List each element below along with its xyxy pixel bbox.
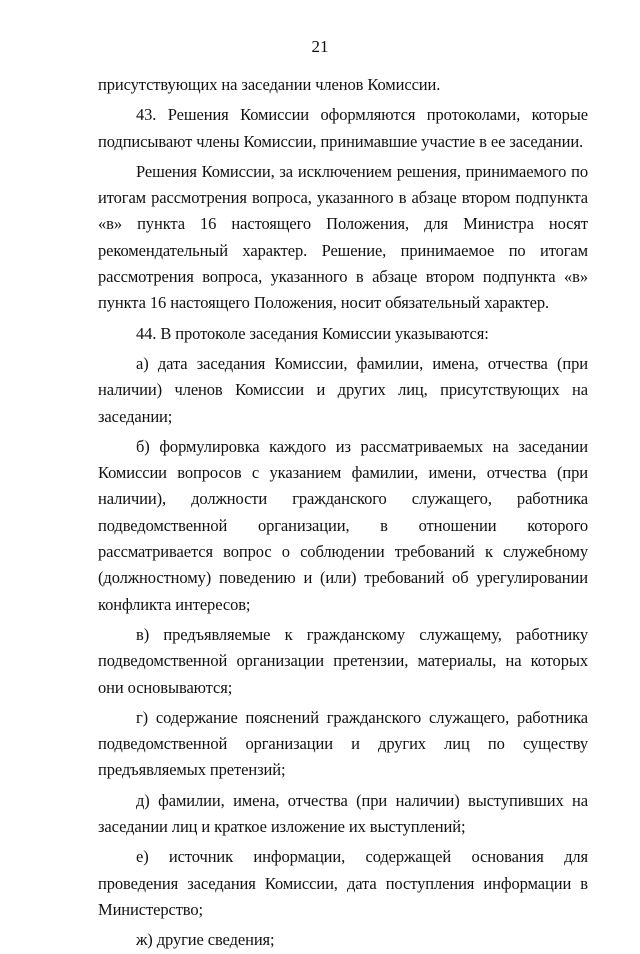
subitem-d: д) фамилии, имена, отчества (при наличии) выступивших на заседании лиц и краткое изложение их выступлений;: [98, 790, 588, 837]
subitem-e: е) источник информации, содержащей основания для проведения заседания Комиссии, дата поступления информации в Министерство;: [98, 847, 588, 919]
subitem-v: в) предъявляемые к гражданскому служащему, работнику подведомственной организации претензии, материалы, на которых они основываются;: [98, 624, 588, 697]
subitem-b: б) формулировка каждого из рассматриваемых на заседании Комиссии вопросов с указанием фамилии, имени, отчества (при наличии), должности гражданского служащего, работника подведомственной организации, в отношении которого рассматривается вопрос о соблюдении требований к служебному (должностному) поведению и (или) требований об урегулировании конфликта интересов;: [98, 436, 588, 614]
subitem-g: г) содержание пояснений гражданского служащего, работника подведомственной организации и других лиц по существу предъявляемых претензий;: [98, 707, 588, 780]
paragraph-item-43: 43. Решения Комиссии оформляются протоколами, которые подписывают члены Комиссии, принимавшие участие в ее заседании.: [98, 105, 588, 151]
paragraph-item-44: 44. В протоколе заседания Комиссии указываются:: [136, 323, 489, 343]
page-number: 21: [311, 37, 329, 56]
document-body: [98, 72, 588, 954]
paragraph-decisions-nature: Решения Комиссии, за исключением решения, принимаемого по итогам рассмотрения вопроса, указанного в абзаце втором подпункта «в» пункта 16 настоящего Положения, для Министра носят рекомендательный характер. Решение, принимаемое по итогам рассмотрения вопроса, указанного в абзаце втором подпункта «в» пункта 16 настоящего Положения, носит обязательный характер.: [98, 161, 588, 313]
paragraph-continuation: присутствующих на заседании членов Комиссии.: [98, 75, 441, 94]
subitem-zh: ж) другие сведения;: [136, 930, 275, 950]
subitem-a: а) дата заседания Комиссии, фамилии, имена, отчества (при наличии) членов Комиссии и других лиц, присутствующих на заседании;: [98, 353, 588, 426]
